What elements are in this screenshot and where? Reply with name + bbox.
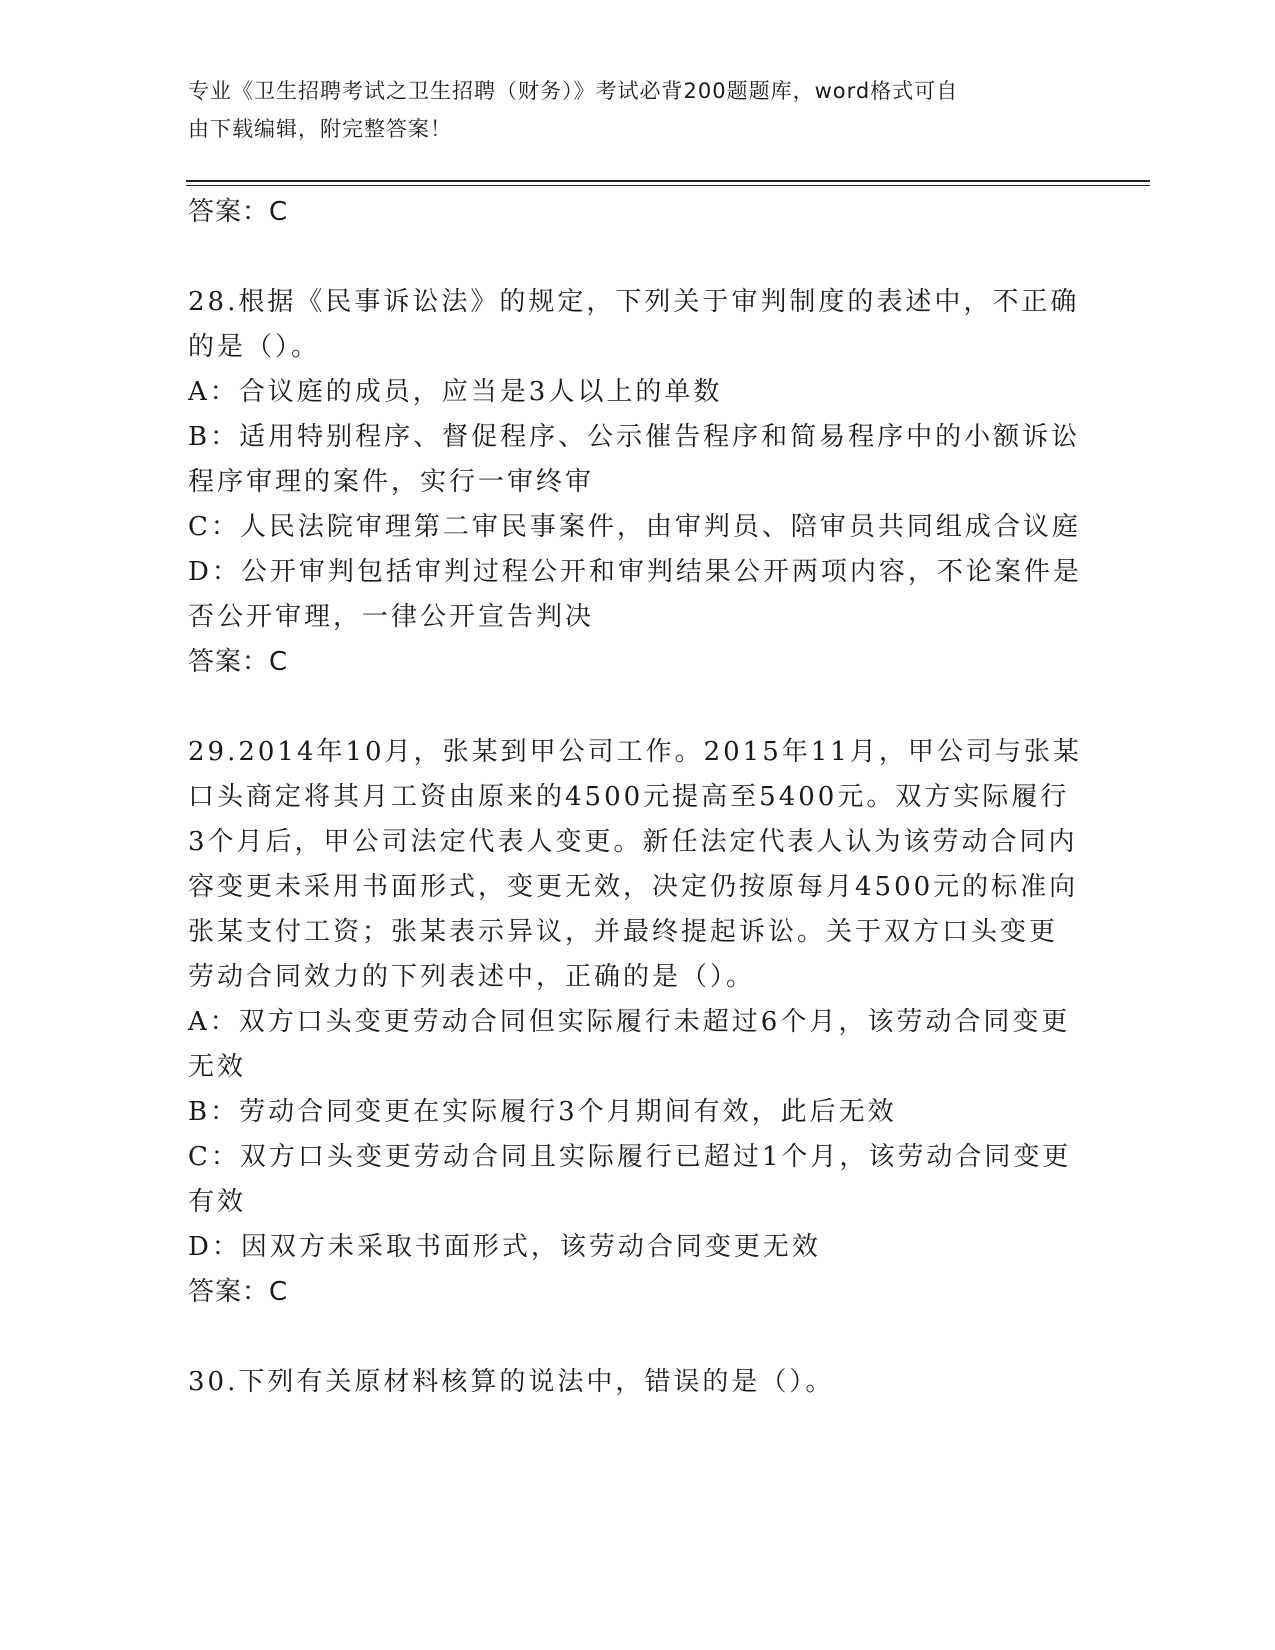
- option-a: A：合议庭的成员，应当是3人以上的单数: [188, 377, 723, 407]
- question-stem-line: 3个月后，甲公司法定代表人变更。新任法定代表人认为该劳动合同内: [188, 827, 1078, 857]
- option-a-cont: 无效: [188, 1052, 247, 1082]
- spacer: [188, 685, 1088, 730]
- option-d: D：公开审判包括审判过程公开和审判结果公开两项内容，不论案件是: [188, 557, 1082, 587]
- option-b: B：劳动合同变更在实际履行3个月期间有效，此后无效: [188, 1097, 897, 1127]
- answer-line: 答案：C: [188, 1277, 289, 1307]
- option-b: B：适用特别程序、督促程序、公示催告程序和简易程序中的小额诉讼: [188, 422, 1081, 452]
- option-a: A：双方口头变更劳动合同但实际履行未超过6个月，该劳动合同变更: [188, 1007, 1071, 1037]
- header-rule-thin: [186, 185, 1150, 186]
- spacer: [188, 235, 1088, 280]
- option-c: C：人民法院审理第二审民事案件，由审判员、陪审员共同组成合议庭: [188, 512, 1081, 542]
- question-stem-line: 28.根据《民事诉讼法》的规定，下列关于审判制度的表述中，不正确: [188, 287, 1080, 317]
- option-d-cont: 否公开审理，一律公开宣告判决: [188, 602, 595, 632]
- question-stem-line: 29.2014年10月，张某到甲公司工作。2015年11月，甲公司与张某: [188, 737, 1082, 767]
- header-line: 专业《卫生招聘考试之卫生招聘（财务）》考试必背200题题库，word格式可自: [188, 79, 959, 103]
- question-stem-line: 30.下列有关原材料核算的说法中，错误的是（）。: [188, 1367, 835, 1397]
- document-body: [188, 190, 1088, 1405]
- answer-line: 答案：C: [188, 647, 289, 677]
- spacer: [188, 1315, 1088, 1360]
- option-c-cont: 有效: [188, 1187, 247, 1217]
- question-stem-line: 的是（）。: [188, 332, 321, 362]
- option-d: D：因双方未采取书面形式，该劳动合同变更无效: [188, 1232, 821, 1262]
- page-header: [188, 72, 1068, 148]
- question-30: [188, 1360, 1088, 1405]
- option-c: C：双方口头变更劳动合同且实际履行已超过1个月，该劳动合同变更: [188, 1142, 1072, 1172]
- question-stem-line: 劳动合同效力的下列表述中，正确的是（）。: [188, 962, 756, 992]
- question-28: [188, 280, 1088, 685]
- question-29: [188, 730, 1088, 1315]
- question-stem-line: 容变更未采用书面形式，变更无效，决定仍按原每月4500元的标准向: [188, 872, 1079, 902]
- option-b-cont: 程序审理的案件，实行一审终审: [188, 467, 595, 497]
- header-line: 由下载编辑，附完整答案！: [188, 117, 452, 141]
- question-stem-line: 口头商定将其月工资由原来的4500元提高至5400元。双方实际履行: [188, 782, 1070, 812]
- answer-line: 答案：C: [188, 197, 289, 227]
- header-rule: [186, 180, 1150, 182]
- question-stem-line: 张某支付工资；张某表示异议，并最终提起诉讼。关于双方口头变更: [188, 917, 1059, 947]
